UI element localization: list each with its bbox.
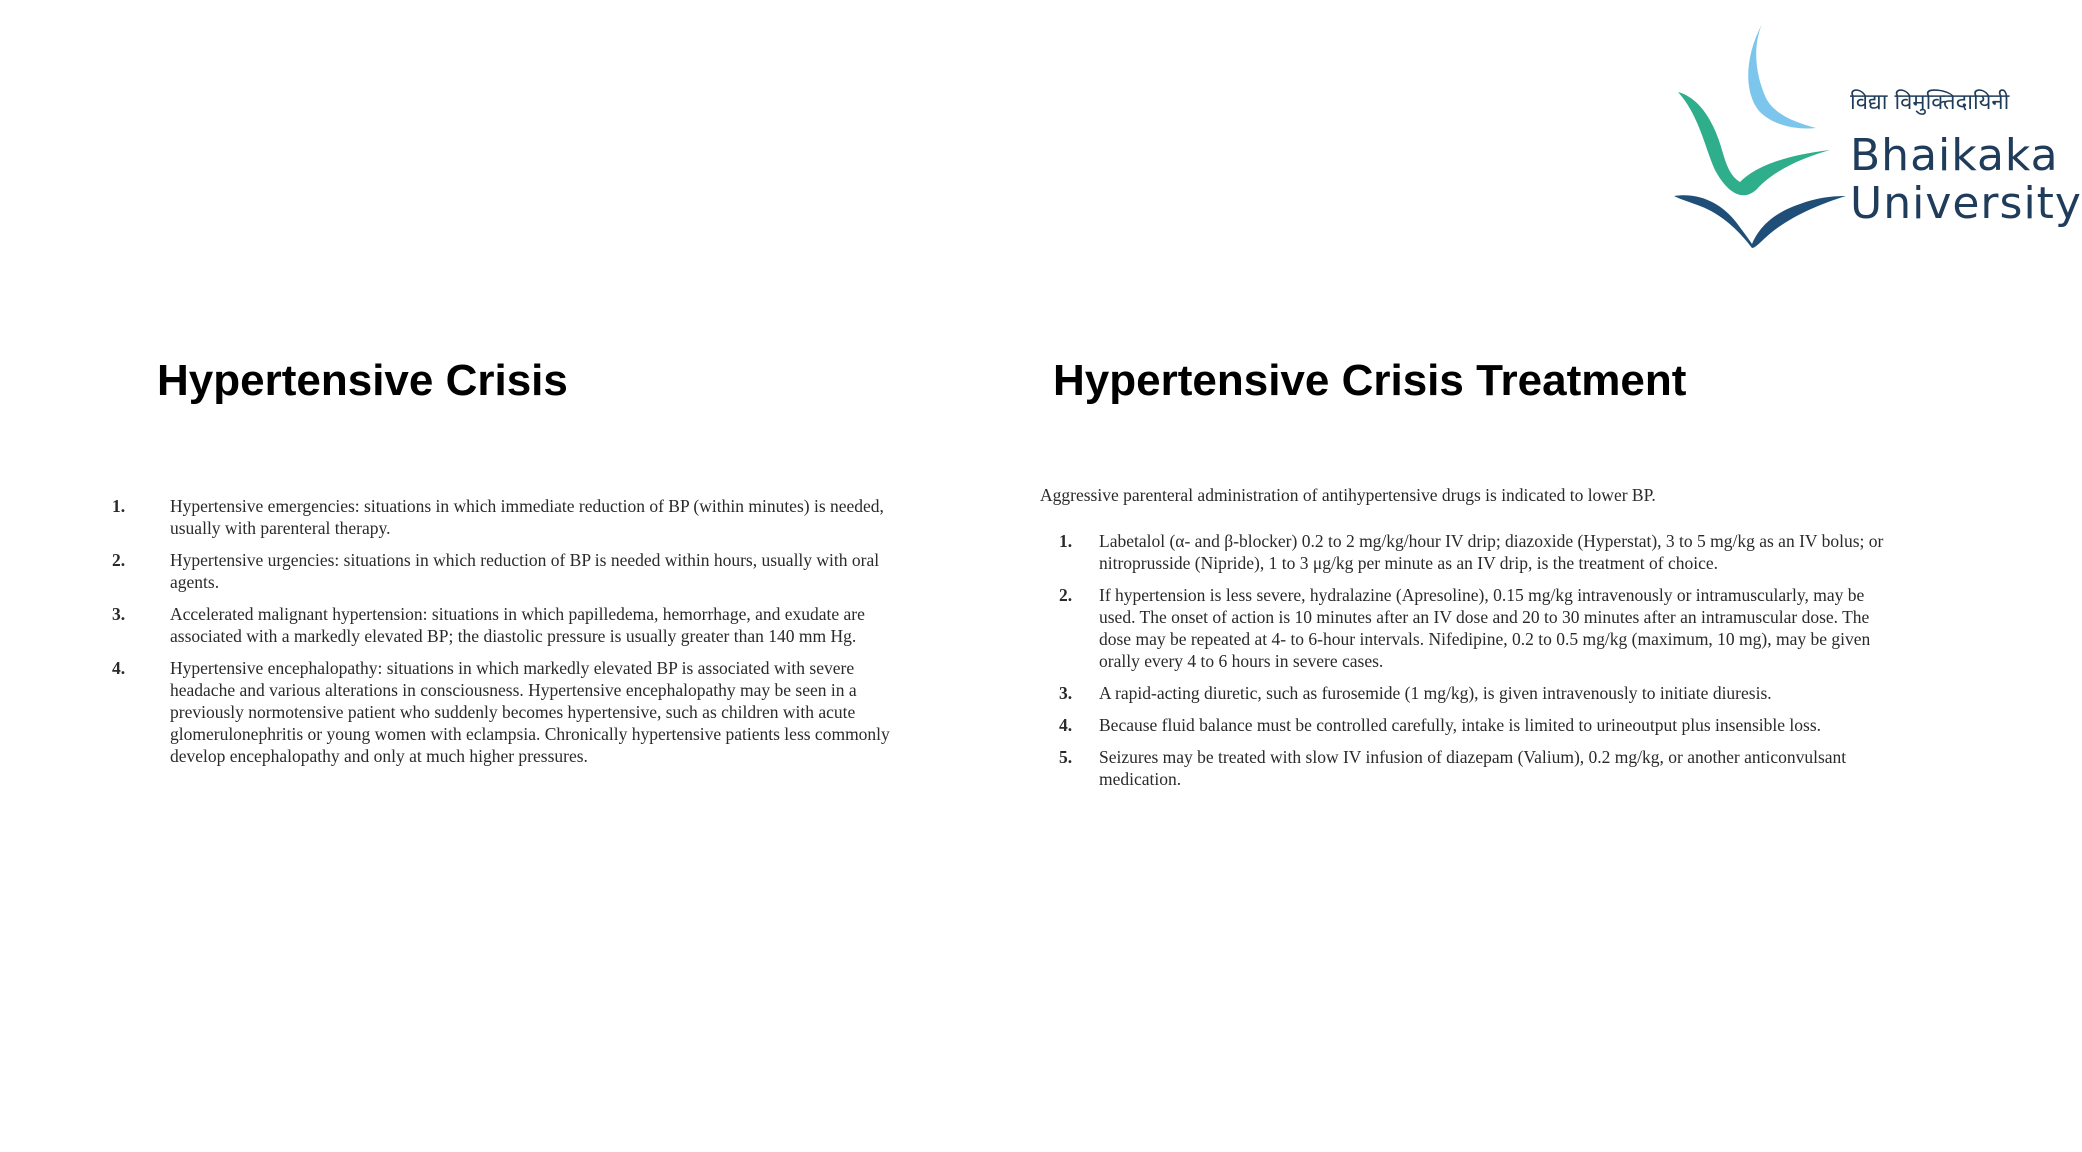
list-item-number: 5.: [1059, 747, 1073, 767]
treatment-intro: Aggressive parenteral administration of antihypertensive drugs is indicated to lower BP.: [1040, 485, 1656, 505]
list-item-number: 1.: [112, 496, 126, 516]
list-item-text: Hypertensive urgencies: situations in which reduction of BP is needed within hours, usually with oral agents.: [170, 550, 880, 592]
right-list: [1040, 530, 1888, 790]
list-item-number: 3.: [112, 604, 126, 624]
left-list: [112, 495, 922, 767]
list-item-text: Accelerated malignant hypertension: situations in which papilledema, hemorrhage, and exudate are associated with a markedly elevated BP; the diastolic pressure is usually greater than 140 mm Hg.: [170, 604, 865, 646]
list-item: [112, 657, 922, 767]
list-item: [1040, 530, 1888, 574]
list-item: [1040, 746, 1888, 790]
logo-name-line2: University: [1850, 178, 2082, 229]
logo-name-line1: Bhaikaka: [1850, 130, 2059, 181]
list-item: [1040, 584, 1888, 672]
list-item-number: 1.: [1059, 531, 1073, 551]
list-item-text: If hypertension is less severe, hydralazine (Apresoline), 0.15 mg/kg intravenously or intramuscularly, may be used. The onset of action is 10 minutes after an IV dose and 20 to 30 minutes after an intramuscular dose. The dose may be repeated at 4- to 6-hour intervals. Nifedipine, 0.2 to 0.5 mg/kg (maximum, 10 mg), may be given orally every 4 to 6 hours in severe cases.: [1099, 585, 1871, 671]
list-item: [112, 549, 922, 593]
list-item-number: 3.: [1059, 683, 1073, 703]
right-heading: Hypertensive Crisis Treatment: [1053, 356, 1687, 405]
list-item-number: 4.: [112, 658, 126, 678]
list-item-text: Because fluid balance must be controlled carefully, intake is limited to urineoutput plus insensible loss.: [1099, 715, 1822, 735]
logo-navy-shape: [1674, 195, 1846, 248]
list-item-text: Seizures may be treated with slow IV infusion of diazepam (Valium), 0.2 mg/kg, or another anticonvulsant medication.: [1099, 747, 1847, 789]
list-item-text: Labetalol (α- and β-blocker) 0.2 to 2 mg/kg/hour IV drip; diazoxide (Hyperstat), 3 to 5 mg/kg as an IV bolus; or nitroprusside (Nipride), 1 to 3 μg/kg per minute as an IV drip, is the treatment of choice.: [1099, 531, 1884, 573]
right-content-panel: [1040, 484, 1888, 800]
logo-green-shape: [1678, 92, 1830, 195]
list-item: [1040, 682, 1888, 704]
list-item-number: 4.: [1059, 715, 1073, 735]
list-item-text: Hypertensive encephalopathy: situations in which markedly elevated BP is associated with severe headache and various alterations in consciousness. Hypertensive encephalopathy may be seen in a previously normotensive patient who suddenly becomes hypertensive, such as children with acute glomerulonephritis or young women with eclampsia. Chronically hypertensive patients less commonly develop encephalopathy and only at much higher pressures.: [170, 658, 890, 766]
list-item: [1040, 714, 1888, 736]
left-content-panel: [112, 495, 922, 777]
logo-light-blue-shape: [1748, 24, 1816, 128]
list-item-number: 2.: [1059, 585, 1073, 605]
logo-emblem-icon: [1670, 18, 1850, 248]
list-item: [112, 603, 922, 647]
list-item-text: Hypertensive emergencies: situations in which immediate reduction of BP (within minutes) is needed, usually with parenteral therapy.: [170, 496, 884, 538]
list-item: [112, 495, 922, 539]
university-logo: [1670, 18, 2082, 248]
logo-tagline: विद्या विमुक्तिदायिनी: [1850, 90, 2010, 115]
list-item-text: A rapid-acting diuretic, such as furosemide (1 mg/kg), is given intravenously to initiate diuresis.: [1099, 683, 1772, 703]
left-heading: Hypertensive Crisis: [157, 356, 568, 405]
list-item-number: 2.: [112, 550, 126, 570]
